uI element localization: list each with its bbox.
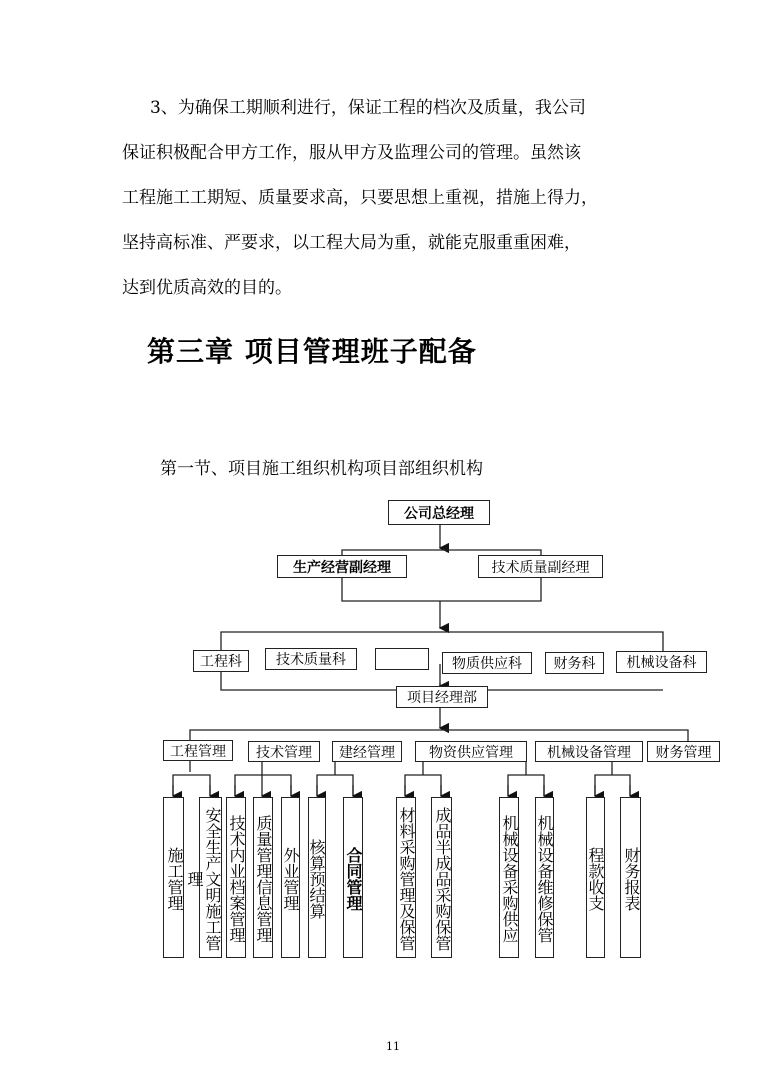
- page-number: 11: [386, 1040, 400, 1053]
- paragraph-line: 3、为确保工期顺利进行，保证工程的档次及质量，我公司: [150, 98, 586, 118]
- paragraph-line: 坚持高标准、严要求，以工程大局为重，就能克服重重困难，: [122, 233, 581, 253]
- org-task: 安全生产文明施工管理: [199, 797, 222, 958]
- org-function: 建经管理: [332, 741, 402, 762]
- org-task: 成品半成品采购保管: [431, 797, 452, 958]
- org-task: 材料采购管理及保管: [396, 797, 416, 958]
- section-title: 第一节、项目施工组织机构项目部组织机构: [160, 459, 483, 479]
- org-task: 外业管理: [281, 797, 300, 958]
- org-node-project-dept: 项目经理部: [396, 686, 488, 708]
- org-task: 核算预结算: [308, 797, 326, 958]
- org-dept: 技术质量科: [265, 648, 357, 670]
- org-function: 工程管理: [163, 740, 233, 761]
- org-task: 合同管理: [343, 797, 363, 958]
- org-function: 机械设备管理: [535, 741, 643, 762]
- org-dept: 机械设备科: [616, 651, 707, 673]
- paragraph-line: 工程施工工期短、质量要求高，只要思想上重视，措施上得力，: [122, 188, 598, 208]
- org-task: 质量管理信息管理: [253, 797, 273, 958]
- org-function: 物资供应管理: [415, 741, 527, 762]
- org-task: 机械设备采购供应: [499, 797, 519, 958]
- org-node-technical-deputy: 技术质量副经理: [478, 555, 603, 578]
- org-task: 程款收支: [586, 797, 605, 958]
- paragraph-line: 保证积极配合甲方工作，服从甲方及监理公司的管理。虽然该: [122, 143, 581, 163]
- paragraph-line: 达到优质高效的目的。: [122, 278, 292, 298]
- org-dept: 物质供应科: [442, 652, 532, 674]
- org-dept-blank: [375, 648, 429, 670]
- org-task: 施工管理: [163, 797, 184, 958]
- org-dept: 工程科: [193, 650, 249, 672]
- org-task: 机械设备维修保管: [535, 797, 554, 958]
- org-node-production-deputy: 生产经营副经理: [277, 555, 407, 578]
- org-task: 财务报表: [620, 797, 641, 958]
- org-node-general-manager: 公司总经理: [388, 500, 490, 525]
- org-task: 技术内业档案管理: [226, 797, 246, 958]
- org-function: 财务管理: [647, 741, 720, 762]
- org-function: 技术管理: [248, 741, 320, 762]
- chapter-title: 第三章 项目管理班子配备: [147, 335, 477, 368]
- org-dept: 财务科: [545, 652, 604, 674]
